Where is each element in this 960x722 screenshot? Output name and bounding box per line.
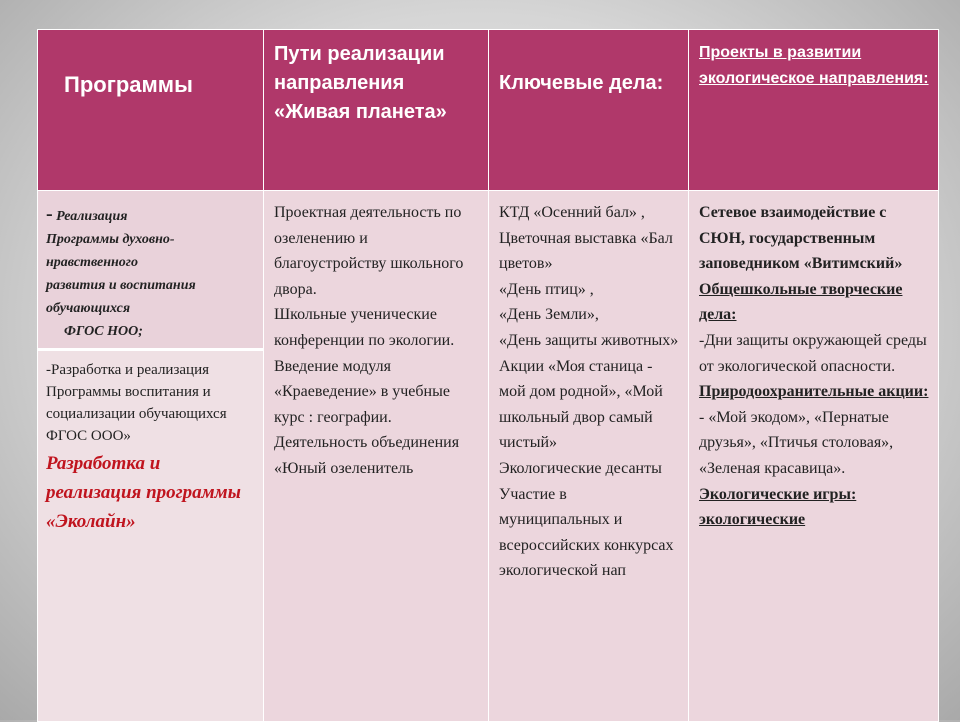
program-socialization: [38, 351, 263, 721]
header-programs-label: Программы: [64, 72, 193, 97]
projects-cell: [689, 191, 939, 722]
program-line: обучающихся: [46, 301, 131, 316]
ways-paragraph: Школьные ученические конференции по экологии.: [274, 306, 455, 349]
program-line: нравственного: [46, 255, 138, 270]
header-ways: [264, 30, 489, 191]
header-projects: [689, 30, 939, 191]
header-key-affairs: [489, 30, 689, 191]
project-eco-games-title: Экологические игры: экологические: [699, 485, 857, 529]
programs-cell: [38, 191, 264, 722]
key-affair: «День Земли»,: [499, 306, 599, 324]
key-affair: КТД «Осенний бал» , Цветочная выставка «Бал цветов»: [499, 204, 673, 273]
key-affair: Экологические десанты: [499, 459, 662, 477]
program-line: Программы духовно-: [46, 232, 175, 247]
key-affairs-cell: [489, 191, 689, 722]
key-affair: Акции «Моя станица - мой дом родной», «Мой школьный двор самый чистый»: [499, 357, 663, 452]
project-school-affairs-text: -Дни защиты окружающей среды от экологической опасности.: [699, 331, 927, 375]
program-line: ФГОС НОО;: [64, 324, 143, 339]
program-line: Реализация: [56, 209, 128, 224]
program-ecoline: Разработка и реализация программы «Эколайн»: [46, 453, 241, 532]
header-programs: [38, 30, 264, 191]
project-nature-title: Природоохранительные акции:: [699, 383, 929, 401]
program-line: развития и воспитания: [46, 278, 196, 293]
programs-table: [37, 29, 939, 722]
header-ways-label: Пути реализации направления «Живая планета»: [274, 43, 447, 123]
header-projects-label: Проекты в развитии экологическое направления:: [699, 44, 929, 87]
project-network: Сетевое взаимодействие с СЮН, государственным заповедником «Витимский»: [699, 204, 903, 273]
key-affair: Участие в муниципальных и всероссийских конкурсах экологической нап: [499, 485, 674, 580]
project-school-affairs-title: Общешкольные творческие дела:: [699, 280, 903, 324]
program-spiritual-moral: [38, 191, 263, 351]
ways-paragraph: Проектная деятельность по озеленению и благоустройству школьного двора.: [274, 204, 464, 298]
header-key-affairs-label: Ключевые дела:: [499, 72, 664, 94]
program-socialization-text: -Разработка и реализация Программы воспитания и социализации обучающихся ФГОС ООО»: [46, 362, 227, 444]
program-dash: -: [46, 203, 53, 225]
project-nature-text: - «Мой экодом», «Пернатые друзья», «Птичья столовая», «Зеленая красавица».: [699, 408, 894, 477]
content-row: [38, 191, 939, 722]
ways-cell: [264, 191, 489, 722]
key-affair: «День птиц» ,: [499, 280, 594, 298]
header-row: [38, 30, 939, 191]
ways-paragraph: Деятельность объединения «Юный озеленитель: [274, 434, 460, 477]
key-affair: «День защиты животных»: [499, 331, 679, 349]
ways-paragraph: Введение модуля «Краеведение» в учебные курс : географии.: [274, 357, 450, 426]
